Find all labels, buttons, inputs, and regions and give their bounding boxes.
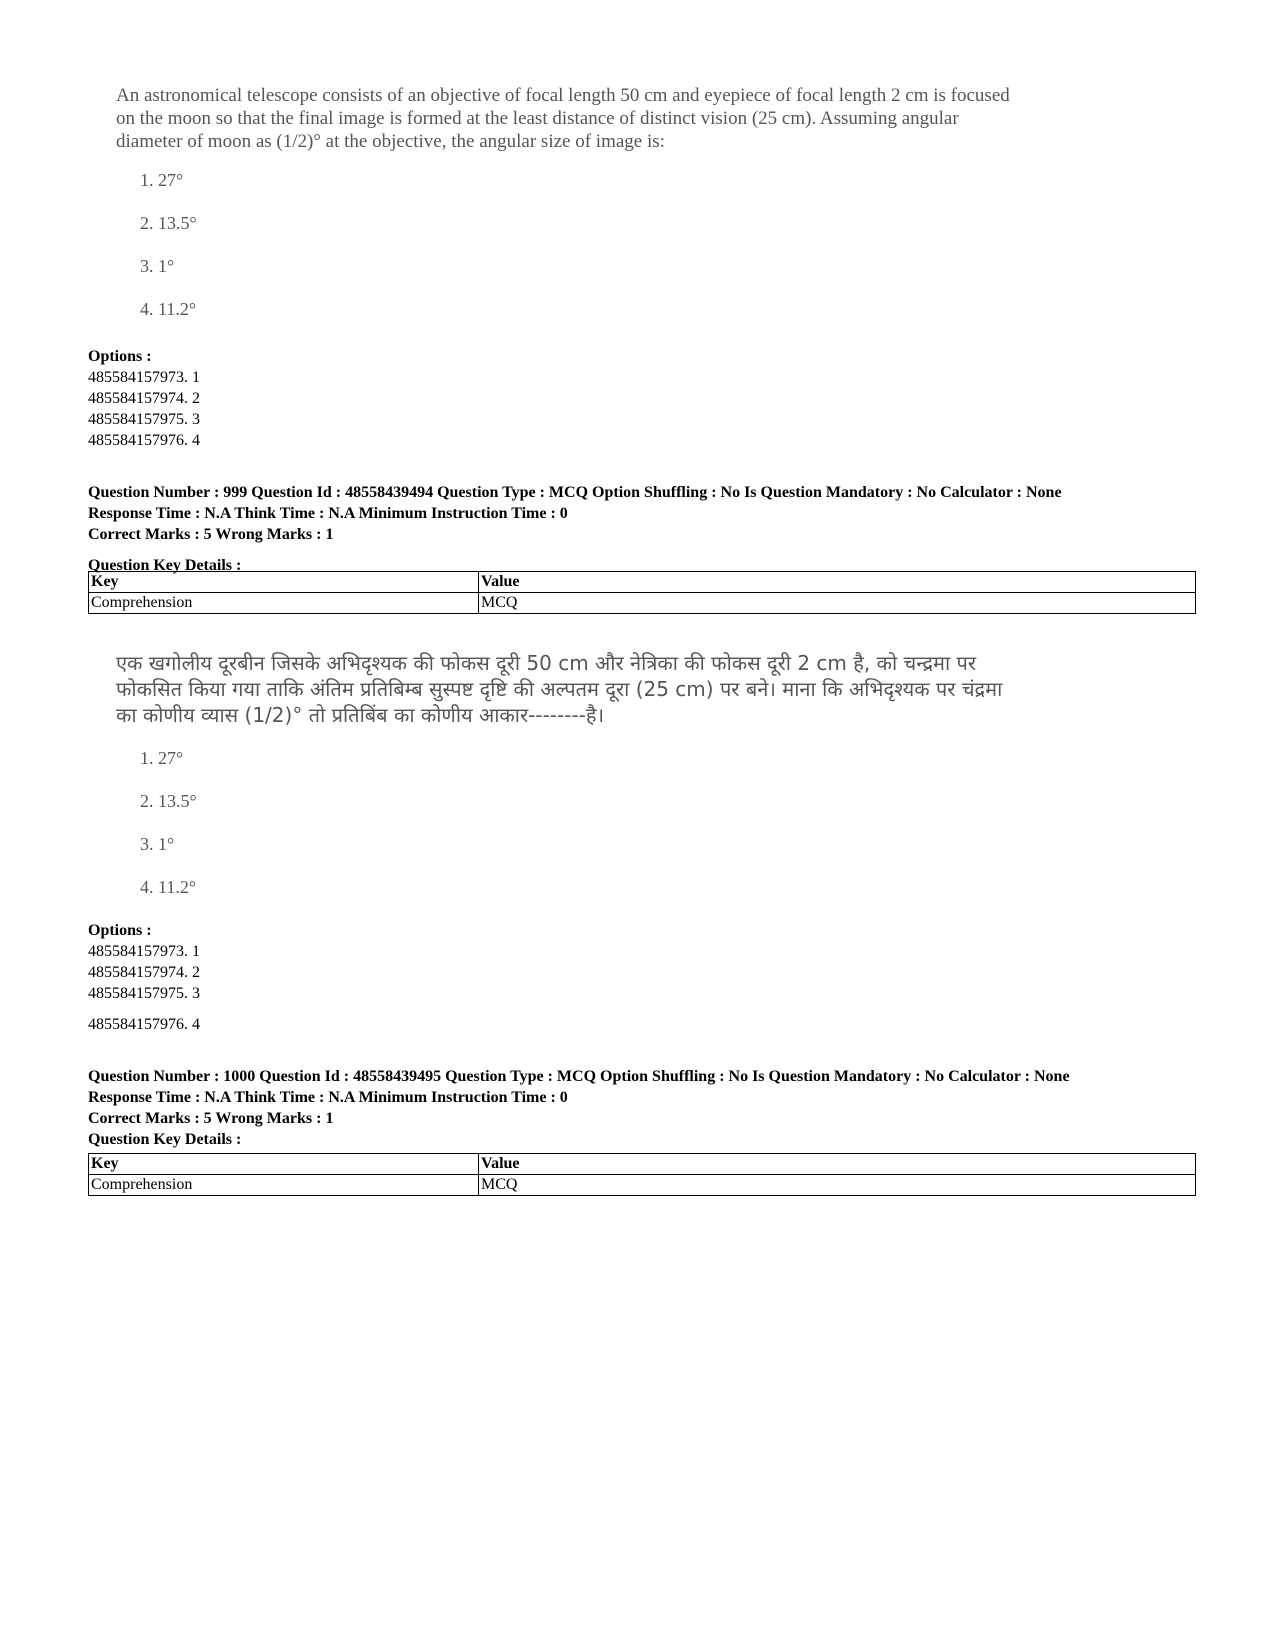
table-row (89, 1154, 1196, 1175)
choice-3: 3. 1° (140, 256, 175, 276)
question-meta-line-2: Response Time : N.A Think Time : N.A Minimum Instruction Time : 0 (88, 505, 568, 522)
option-row: 485584157973. 1 (88, 943, 200, 960)
choice-4: 4. 11.2° (140, 299, 197, 319)
question-image-hindi: एक खगोलीय दूरबीन जिसके अभिदृश्यक की फोकस दूरी 50 cm और नेत्रिका की फोकस दूरी 2 cm है, को चन्द्रमा पर फोकसित किया गया ताकि अंतिम प्रतिबिम्ब सुस्पष्ट दृष्टि की अल्पतम दूरा (25 cm) पर बने। माना कि अभिदृश्यक पर चंद्रमा का कोणीय व्यास (1/2)° तो प्रतिबिंब का कोणीय आकार--------है। (116, 651, 1003, 727)
table-cell-key: Comprehension (89, 1175, 479, 1196)
question-key-table (88, 571, 1196, 614)
table-header-key: Key (89, 572, 479, 593)
question-meta-line-2: Response Time : N.A Think Time : N.A Minimum Instruction Time : 0 (88, 1089, 568, 1106)
option-row: 485584157976. 4 (88, 432, 200, 449)
table-row (89, 572, 1196, 593)
question-key-label: Question Key Details : (88, 1131, 242, 1148)
question-meta-line-3: Correct Marks : 5 Wrong Marks : 1 (88, 1110, 334, 1127)
table-header-key: Key (89, 1154, 479, 1175)
question-meta-line-3: Correct Marks : 5 Wrong Marks : 1 (88, 526, 334, 543)
table-header-value: Value (479, 1154, 1196, 1175)
option-row: 485584157974. 2 (88, 964, 200, 981)
choice-2: 2. 13.5° (140, 213, 197, 233)
question-key-label: Question Key Details : (88, 557, 242, 574)
choice-1: 1. 27° (140, 748, 184, 768)
option-row: 485584157975. 3 (88, 411, 200, 428)
option-row: 485584157976. 4 (88, 1016, 200, 1033)
question-key-table (88, 1153, 1196, 1196)
options-label: Options : (88, 348, 152, 365)
table-header-value: Value (479, 572, 1196, 593)
question-meta-line-1: Question Number : 999 Question Id : 48558439494 Question Type : MCQ Option Shuffling : No Is Question Mandatory : No Calculator : None (88, 484, 1062, 501)
choice-4: 4. 11.2° (140, 877, 197, 897)
option-row: 485584157974. 2 (88, 390, 200, 407)
option-row: 485584157975. 3 (88, 985, 200, 1002)
choice-1: 1. 27° (140, 170, 184, 190)
options-label: Options : (88, 922, 152, 939)
question-meta-line-1: Question Number : 1000 Question Id : 48558439495 Question Type : MCQ Option Shuffling : No Is Question Mandatory : No Calculator : None (88, 1068, 1070, 1085)
choice-3: 3. 1° (140, 834, 175, 854)
table-cell-value: MCQ (479, 593, 1196, 614)
option-row: 485584157973. 1 (88, 369, 200, 386)
choice-2: 2. 13.5° (140, 791, 197, 811)
table-row (89, 1175, 1196, 1196)
table-cell-key: Comprehension (89, 593, 479, 614)
table-row (89, 593, 1196, 614)
question-image-english: An astronomical telescope consists of an objective of focal length 50 cm and eyepiece of focal length 2 cm is focused on the moon so that the final image is formed at the least distance of distinct vision (25 cm). Assuming angular diameter of moon as (1/2)° at the objective, the angular size of image is: (116, 85, 1010, 152)
table-cell-value: MCQ (479, 1175, 1196, 1196)
